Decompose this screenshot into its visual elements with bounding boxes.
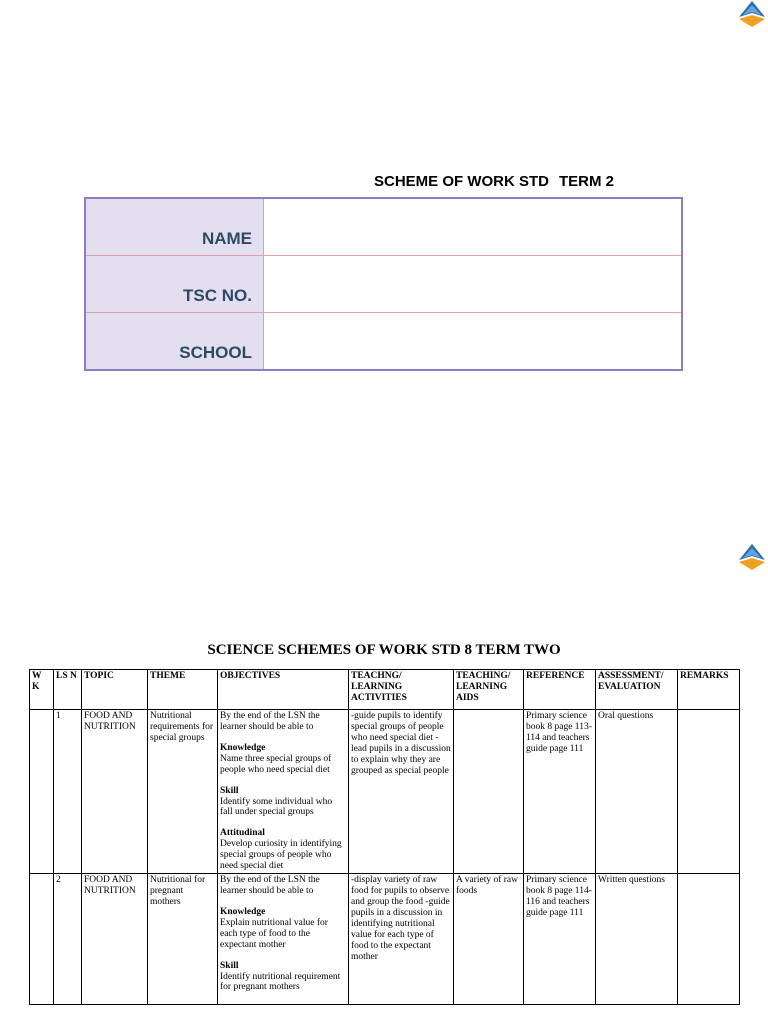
skill-heading: Skill [220, 960, 239, 971]
attitudinal-text: Develop curiosity in identifying special groups of people who need special diet [220, 839, 342, 872]
school-field[interactable] [264, 313, 683, 371]
knowledge-text: Explain nutritional value for each type of food to the expectant mother [220, 917, 328, 950]
cell-theme: Nutritional requirements for special groups [148, 710, 218, 874]
logo-icon [737, 543, 767, 571]
header-remarks: REMARKS [678, 670, 740, 710]
scheme-table [29, 669, 740, 1005]
table-row [30, 710, 740, 874]
info-row-school [85, 313, 682, 371]
knowledge-heading: Knowledge [220, 906, 266, 917]
cell-assessment: Oral questions [596, 710, 678, 874]
cell-lsn: 2 [54, 874, 82, 1005]
name-field[interactable] [264, 198, 683, 256]
header-topic: TOPIC [82, 670, 148, 710]
cell-wk [30, 710, 54, 874]
cell-topic: FOOD AND NUTRITION [82, 874, 148, 1005]
info-row-name [85, 198, 682, 256]
cell-remarks [678, 710, 740, 874]
cell-wk [30, 874, 54, 1005]
school-label: SCHOOL [85, 313, 264, 371]
header-aids: TEACHING/ LEARNING AIDS [454, 670, 524, 710]
objectives-intro: By the end of the LSN the learner should be able to [220, 711, 320, 732]
cell-reference: Primary science book 8 page 114-116 and teachers guide page 111 [524, 874, 596, 1005]
scheme-title: SCIENCE SCHEMES OF WORK STD 8 TERM TWO [207, 642, 561, 658]
objectives-intro: By the end of the LSN the learner should be able to [220, 875, 320, 896]
tsc-no-field[interactable] [264, 256, 683, 313]
tsc-no-label: TSC NO. [85, 256, 264, 313]
logo-icon [737, 0, 767, 28]
cell-aids: A variety of raw foods [454, 874, 524, 1005]
teacher-info-table [84, 197, 683, 371]
cell-reference: Primary science book 8 page 113-114 and teachers guide page 111 [524, 710, 596, 874]
header-lsn: LS N [54, 670, 82, 710]
cell-aids [454, 710, 524, 874]
attitudinal-heading: Attitudinal [220, 828, 265, 839]
cell-assessment: Written questions [596, 874, 678, 1005]
cell-activities: -display variety of raw food for pupils to observe and group the food -guide pupils in a discussion in identifying nutritional value for each type of food to the expectant mother [349, 874, 454, 1005]
cell-activities: -guide pupils to identify special groups of people who need special diet -lead pupils in a discussion to explain why they are grouped as special people [349, 710, 454, 874]
info-row-tsc [85, 256, 682, 313]
header-objectives: OBJECTIVES [218, 670, 349, 710]
name-label: NAME [85, 198, 264, 256]
cell-objectives [218, 710, 349, 874]
header-assessment: ASSESSMENT/ EVALUATION [596, 670, 678, 710]
header-wk: W K [30, 670, 54, 710]
header-theme: THEME [148, 670, 218, 710]
cell-topic: FOOD AND NUTRITION [82, 710, 148, 874]
knowledge-text: Name three special groups of people who need special diet [220, 753, 332, 775]
table-row [30, 874, 740, 1005]
cell-theme: Nutritional for pregnant mothers [148, 874, 218, 1005]
cell-remarks [678, 874, 740, 1005]
skill-heading: Skill [220, 785, 239, 796]
cell-lsn: 1 [54, 710, 82, 874]
skill-text: Identify some individual who fall under special groups [220, 796, 333, 818]
header-activities: TEACHNG/ LEARNING ACTIVITIES [349, 670, 454, 710]
header-reference: REFERENCE [524, 670, 596, 710]
cell-objectives [218, 874, 349, 1005]
skill-text: Identify nutritional requirement for pregnant mothers [220, 971, 341, 993]
cover-title: SCHEME OF WORK STD TERM 2 [374, 173, 615, 190]
scheme-header-row [30, 670, 740, 710]
knowledge-heading: Knowledge [220, 742, 266, 753]
